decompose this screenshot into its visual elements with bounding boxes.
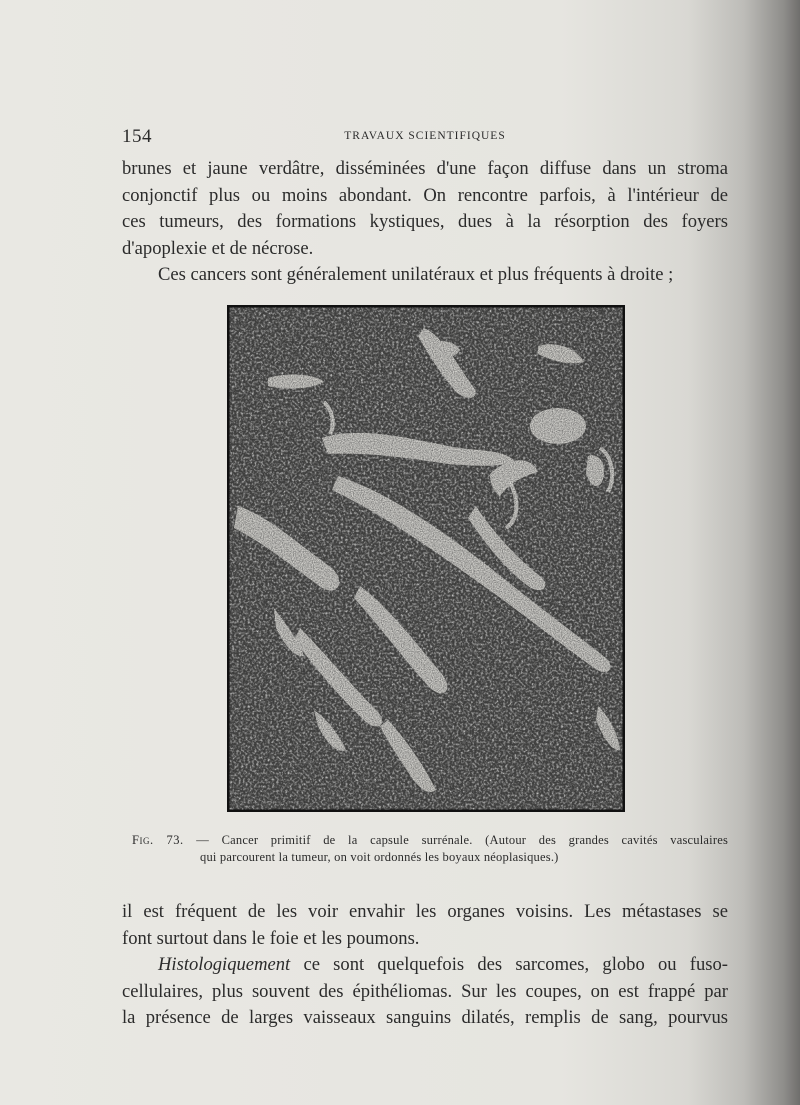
line-rest: ce sont quelquefois des sarcomes, globo ou fuso- <box>290 954 728 975</box>
figure-label: Fig. 73. <box>132 833 184 847</box>
text-line: brunes et jaune verdâtre, disséminées d'une façon diffuse dans un stroma <box>122 158 728 179</box>
text-line: cellulaires, plus souvent des épithéliomas. Sur les coupes, on est frappé par <box>122 980 728 1002</box>
caption-line-1 <box>132 832 728 849</box>
text-line: il est fréquent de les voir envahir les organes voisins. Les métastases se <box>122 901 728 922</box>
text-line: la présence de larges vaisseaux sanguins dilatés, remplis de sang, pourvus <box>122 1007 728 1028</box>
figure-caption <box>132 832 728 866</box>
caption-line-2: qui parcourent la tumeur, on voit ordonnés les boyaux néoplasiques.) <box>200 850 559 864</box>
page-header <box>122 126 728 148</box>
caption-text: — Cancer primitif de la capsule surrénale. (Autour des grandes cavités vasculaires <box>196 833 729 847</box>
text-line: ces tumeurs, des formations kystiques, dues à la résorption des foyers <box>122 211 728 232</box>
paragraph-bottom <box>122 899 728 1032</box>
text-line: conjonctif plus ou moins abondant. On rencontre parfois, à l'intérieur de <box>122 184 728 206</box>
running-head: TRAVAUX SCIENTIFIQUES <box>344 130 506 142</box>
text-line: Ces cancers sont généralement unilatéraux et plus fréquents à droite ; <box>158 264 674 285</box>
text-line: font surtout dans le foie et les poumons. <box>122 927 420 949</box>
paragraph-top <box>122 156 728 289</box>
histology-photograph <box>227 305 625 812</box>
page-number: 154 <box>122 126 152 147</box>
italic-term: Histologiquement <box>158 954 291 975</box>
micrograph-image <box>228 306 624 811</box>
text-line: d'apoplexie et de nécrose. <box>122 237 314 259</box>
text-line <box>122 952 728 979</box>
